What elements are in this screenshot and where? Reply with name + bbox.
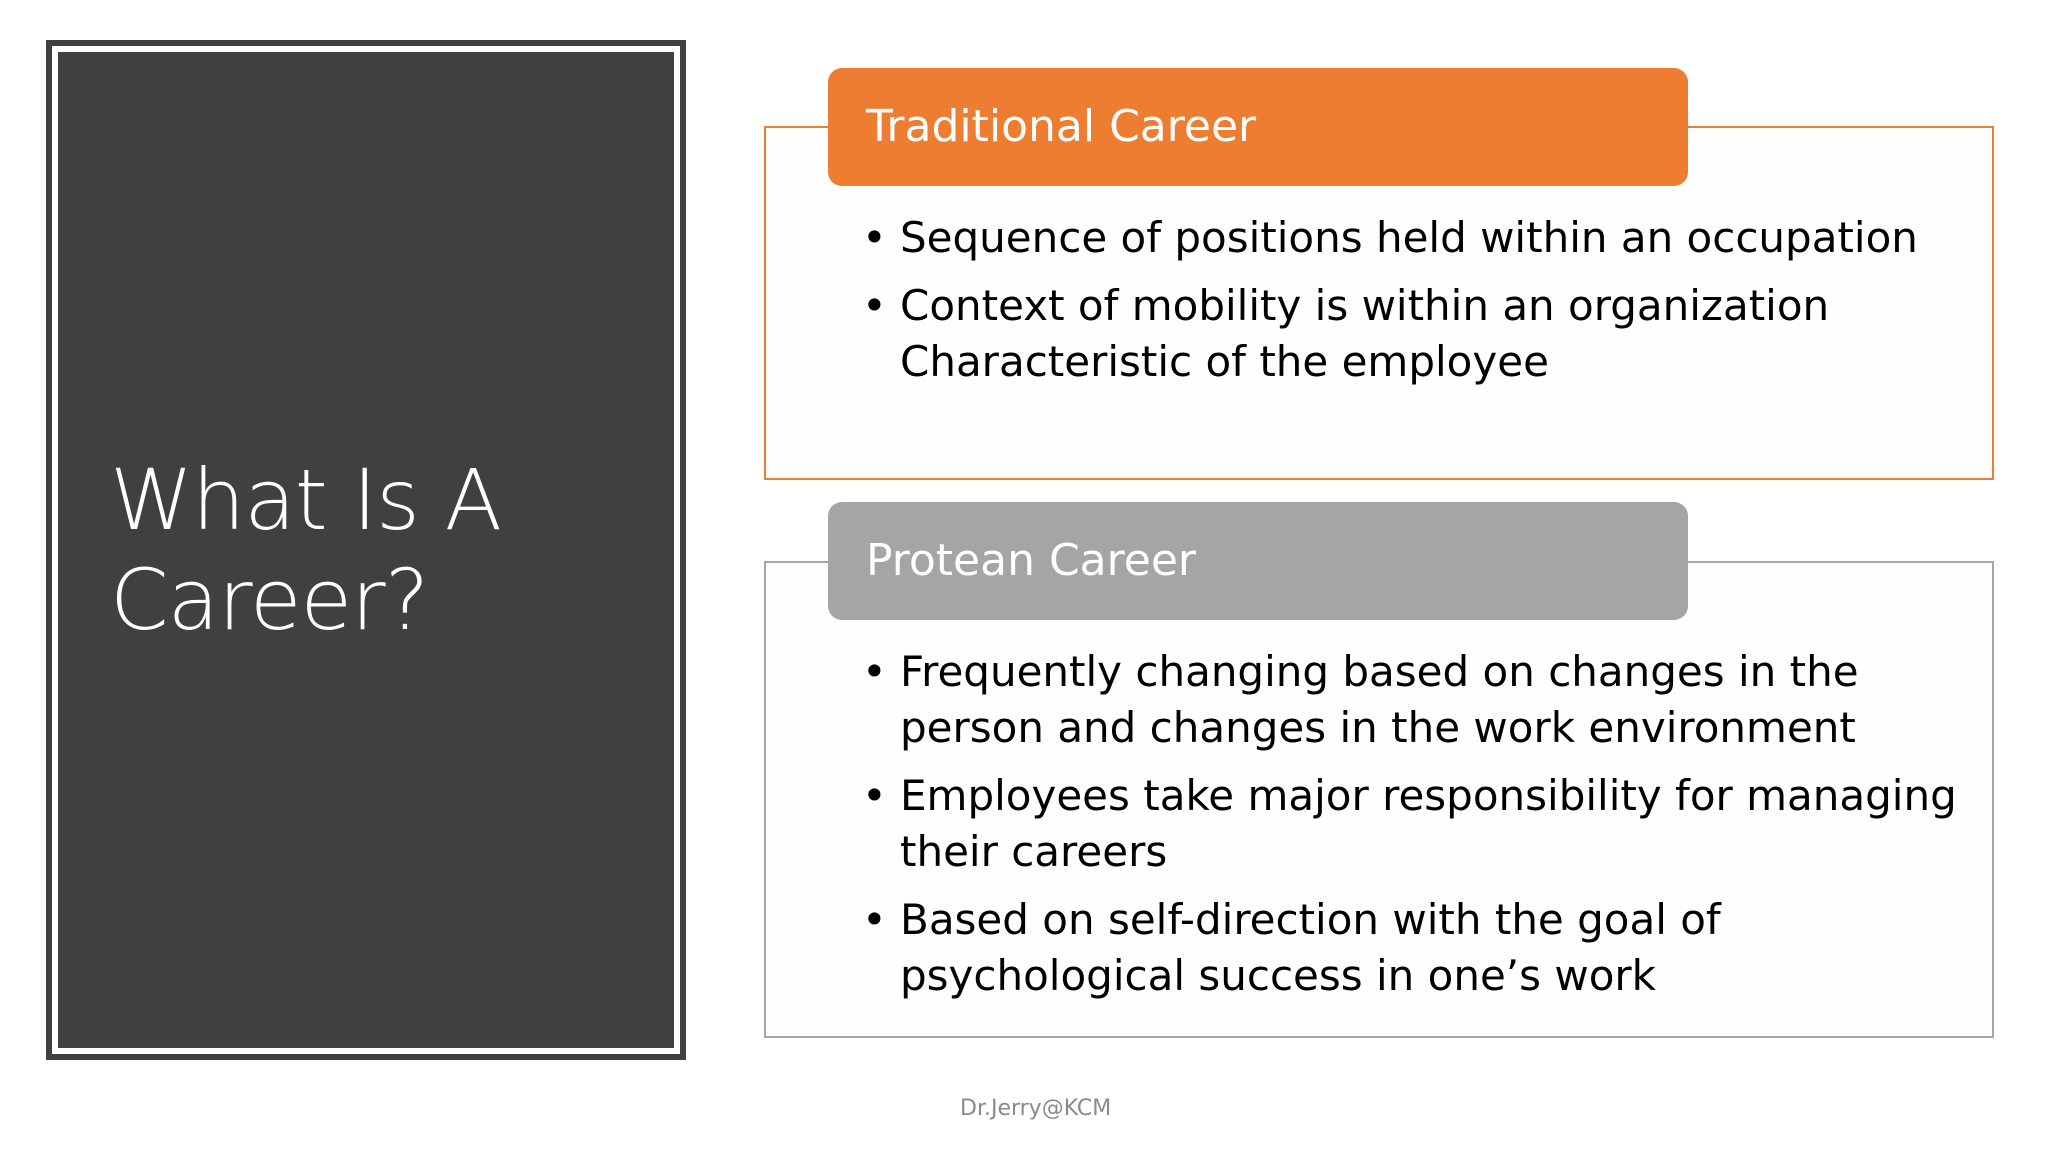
bullet-item: • Frequently changing based on changes in the person and changes in the work environment — [862, 644, 1972, 756]
bullet-item: • Sequence of positions held within an occupation — [862, 210, 1972, 266]
protean-career-header-label: Protean Career — [866, 535, 1196, 586]
traditional-career-bullets — [862, 210, 1972, 402]
traditional-career-header — [828, 68, 1688, 186]
slide-title-line-2: Career? — [110, 551, 429, 649]
slide-title-line-1: What Is A — [110, 451, 502, 549]
bullet-item: • Based on self-direction with the goal of psychological success in one’s work — [862, 892, 1972, 1004]
traditional-career-header-label: Traditional Career — [866, 101, 1257, 152]
protean-career-header — [828, 502, 1688, 620]
protean-career-bullets — [862, 644, 1972, 1016]
bullet-item: • Employees take major responsibility for managing their careers — [862, 768, 1972, 880]
slide-title — [110, 450, 610, 650]
bullet-item: • Context of mobility is within an organization Characteristic of the employee — [862, 278, 1972, 390]
footer-credit: Dr.Jerry@KCM — [960, 1096, 1112, 1121]
